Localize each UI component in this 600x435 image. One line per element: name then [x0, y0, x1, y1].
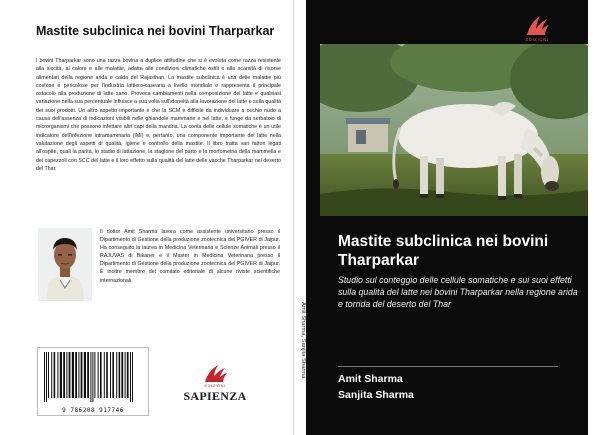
front-cover	[306, 0, 588, 435]
front-cover-authors	[338, 372, 414, 403]
barcode-bar	[116, 352, 117, 398]
back-cover-title: Mastite subclinica nei bovini Tharparkar	[36, 24, 275, 38]
barcode-bars	[38, 348, 148, 406]
barcode-bar	[110, 352, 111, 398]
publisher-flame-icon	[202, 363, 228, 383]
barcode-bar	[72, 352, 74, 398]
barcode-bar	[94, 352, 95, 398]
barcode-bar	[44, 352, 45, 402]
barcode-bar	[66, 352, 67, 398]
publisher-flame-icon	[524, 14, 550, 36]
front-cover-subtitle: Studio sul conteggio delle cellule somatiche e sui suoi effetti sulla qualità del latte nei bovini Tharparkar nella regione arida e torrida del deserto del Thar	[338, 275, 578, 309]
book-cover	[12, 0, 588, 435]
back-cover	[12, 0, 293, 435]
barcode-bar	[90, 352, 91, 402]
barcode-bar	[46, 352, 47, 402]
barcode-bar	[57, 352, 58, 398]
author-photo	[38, 228, 92, 301]
barcode-bar	[112, 352, 114, 398]
barcode-bar	[125, 352, 126, 398]
barcode-bar	[81, 352, 83, 398]
barcode-bar	[51, 352, 52, 398]
barcode-bar	[130, 352, 131, 402]
barcode-bar	[132, 352, 133, 402]
barcode-bar	[48, 352, 49, 398]
title-divider	[338, 366, 558, 367]
book-spine	[293, 0, 307, 435]
barcode-bar	[69, 352, 71, 398]
barcode-bar	[127, 352, 129, 398]
barcode-bar	[78, 352, 79, 398]
spine-authors: Amit Sharma, Sanjita Sharma	[300, 302, 306, 379]
publisher-imprint-label: EDIZIONI	[204, 383, 226, 388]
author-name-1: Amit Sharma	[338, 373, 403, 385]
barcode-bar	[100, 352, 102, 398]
barcode-bar	[121, 352, 123, 398]
barcode-bar	[119, 352, 121, 398]
author-portrait-image	[38, 228, 92, 301]
barcode-bar	[84, 352, 86, 398]
front-cover-title: Mastite subclinica nei bovini Tharparkar	[338, 233, 549, 269]
barcode-bar	[63, 352, 65, 398]
barcode-bar	[92, 352, 93, 402]
tharparkar-cow-image	[320, 44, 588, 216]
publisher-imprint-label: EDIZIONI	[525, 37, 549, 42]
barcode-bar	[54, 352, 56, 398]
barcode-bar	[75, 352, 77, 398]
barcode-bar	[104, 352, 105, 398]
author-bio: Il dottor Amit Sharma lavora come assistente universitario presso il Dipartimento di Gestione della produzione zootecnica del PGIVER di Jaipur. Ha conseguito la laurea in Medicina Veterinaria e Scienze Animali presso il RAJUVAS di Bikaner e il Master in Medicina Veterinaria presso il Dipartimento di Gestione della produzione zootecnica del PGIVER di Jaipur. È inoltre membro del comitato editoriale di alcune riviste scientifiche internazionali.	[100, 229, 280, 284]
cover-photo-cow	[320, 44, 588, 216]
barcode-bar	[98, 352, 99, 398]
barcode-bar	[60, 352, 62, 398]
book-blurb: I bovini Tharparkar sono una razza bovina a duplice attitudine che si è evoluta come razza resistente alla siccità, al calore e alle malattie, adatta alle condizioni climatiche ostili e alla scarsità di risorse alimentari della regione arida e calda del Rajasthan. La mastite subclinica è una delle malattie più costose e pericolose per l'industria lattiero-casearia a livello mondiale e rappresenta il principale ostacolo alla produzione di latte sano. Provoca cambiamenti nella composizione del latte e qualsiasi variazione nella sua percentuale influisce a sua volta sull'idoneità alla lavorazione del latte e sulla qualità dei suoi prodotti. Un altro aspetto importante è che la SCM è difficile da individuare a occhio nudo a causa dell'assenza di indicazioni visibili nelle ghiandole mammarie e nel latte, e funge da serbatoio di microrganismi che possono infettare altri capi della mandria. La conta delle cellule somatiche è un utile indicatore dell'infezione intramammaria (IMI) e, pertanto, una componente importante del latte nella valutazione degli aspetti di qualità, igiene e controllo della mastite. Il libro tratta vari fattori legati all'ospite, quali la parità, lo stadio di lattazione, la stagione del parto e la morfometria della mammella e dei capezzoli con SCC del latte e il loro effetto sulla qualità del latte delle vacche Tharparkar nel deserto del Thar.	[36, 58, 281, 172]
barcode-bar	[87, 352, 89, 398]
barcode-bar	[106, 352, 108, 398]
publisher-name: SAPIENZA	[183, 389, 247, 403]
publisher-logo-back	[180, 363, 250, 407]
isbn-barcode	[37, 347, 149, 416]
author-name-2: Sanjita Sharma	[338, 388, 414, 401]
isbn-digits: 9 786208 917746	[62, 407, 124, 414]
